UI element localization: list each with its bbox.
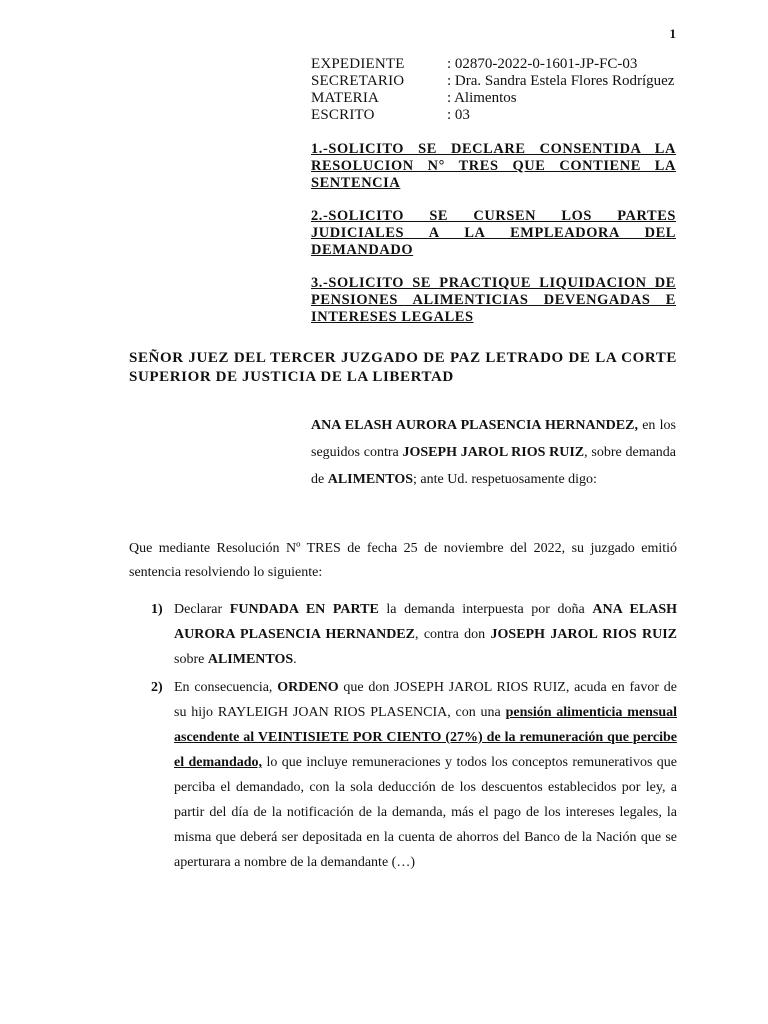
item-bold: JOSEPH JAROL RIOS RUIZ <box>490 627 677 642</box>
plaintiff-name: ANA ELASH AURORA PLASENCIA HERNANDEZ, <box>311 418 638 433</box>
header-row-materia <box>311 90 674 107</box>
header-value: : 02870-2022-0-1601-JP-FC-03 <box>447 56 638 72</box>
header-key: SECRETARIO <box>311 73 405 89</box>
item-bold: ALIMENTOS <box>207 652 294 667</box>
addressee-heading: SEÑOR JUEZ DEL TERCER JUZGADO DE PAZ LETRADO DE LA CORTE SUPERIOR DE JUSTICIA DE LA LIBERTAD <box>129 350 677 385</box>
list-number: 2) <box>151 680 163 695</box>
item-text: , contra don <box>414 627 486 642</box>
petition-1: 1.-SOLICITO SE DECLARE CONSENTIDA LA RESOLUCION N° TRES QUE CONTIENE LA SENTENCIA <box>311 141 676 191</box>
matter-name: ALIMENTOS <box>327 472 414 487</box>
item-text: que don JOSEPH JAROL RIOS RUIZ, acuda en favor de su hijo RAYLEIGH JOAN RIOS PLASENCIA, con una <box>174 680 677 720</box>
petition-3: 3.-SOLICITO SE PRACTIQUE LIQUIDACION DE PENSIONES ALIMENTICIAS DEVENGADAS E INTERESES LEGALES <box>311 275 676 325</box>
item-text: En consecuencia, <box>174 680 273 695</box>
defendant-name: JOSEPH JAROL RIOS RUIZ <box>402 445 585 460</box>
header-key: EXPEDIENTE <box>311 56 405 72</box>
header-value: : Alimentos <box>447 90 517 106</box>
header-row-escrito <box>311 107 674 124</box>
intro-text: ; ante Ud. respetuosamente digo: <box>413 472 597 487</box>
header-row-secretario <box>311 73 674 90</box>
petition-2: 2.-SOLICITO SE CURSEN LOS PARTES JUDICIALES A LA EMPLEADORA DEL DEMANDADO <box>311 208 676 258</box>
page-number: 1 <box>669 26 676 41</box>
item-bold: FUNDADA EN PARTE <box>229 602 379 617</box>
intro-paragraph <box>311 412 676 493</box>
item-text: lo que incluye remuneraciones y todos los conceptos remunerativos que perciba el demandado, con la sola deducción de los descuentos establecidos por ley, a partir del día de la notificación de la demanda, más el pago de los intereses legales, la misma que deberá ser depositada en la cuenta de ahorros del Banco de la Nación que se aperturara a nombre de la demandante (…) <box>174 755 678 870</box>
item-text: sobre <box>174 652 205 667</box>
item-text: Declarar <box>174 602 223 617</box>
list-number: 1) <box>151 602 163 617</box>
item-text: . <box>293 652 297 667</box>
petitions-block <box>311 141 676 342</box>
intro-text: en los seguidos contra <box>311 418 676 460</box>
item-bold: ORDENO <box>277 680 339 695</box>
case-header <box>311 56 674 124</box>
item-text: la demanda interpuesta por doña <box>386 602 585 617</box>
pension-clause: pensión alimenticia mensual ascendente al VEINTISIETE POR CIENTO (27%) de la remuneración que percibe el demandado, <box>174 705 677 770</box>
header-row-expediente <box>311 56 674 73</box>
ruling-list <box>151 597 677 875</box>
list-item <box>151 597 677 672</box>
list-item-text <box>174 597 677 672</box>
intro-text: , sobre demanda de <box>311 445 677 487</box>
item-bold: ANA ELASH AURORA PLASENCIA HERNANDEZ <box>174 602 678 642</box>
body-paragraph: Que mediante Resolución Nº TRES de fecha 25 de noviembre del 2022, su juzgado emitió sentencia resolviendo lo siguiente: <box>129 541 677 580</box>
header-value: : Dra. Sandra Estela Flores Rodríguez <box>447 73 675 89</box>
header-value: : 03 <box>447 107 470 123</box>
header-key: MATERIA <box>311 90 380 106</box>
list-item-text <box>174 675 677 875</box>
header-key: ESCRITO <box>311 107 375 123</box>
list-item <box>151 675 677 875</box>
